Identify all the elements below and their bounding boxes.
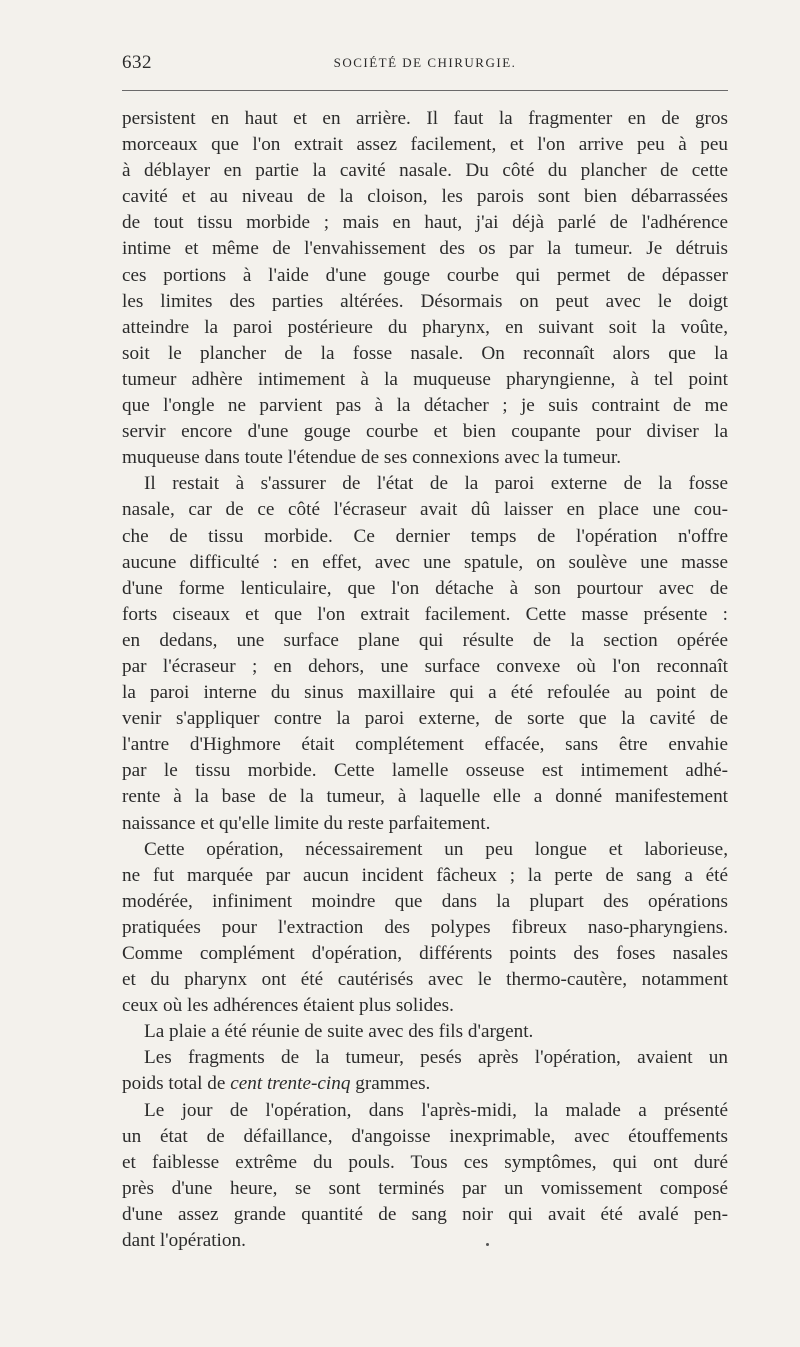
text-body [122, 106, 728, 1254]
italic-text-run: cent trente-cinq [230, 1073, 351, 1095]
text-line: nasale, car de ce côté l'écraseur avait dû laisser en place une cou- [122, 499, 728, 521]
text-line: un état de défaillance, d'angoisse inexprimable, avec étouffements [122, 1125, 728, 1147]
text-line: Les fragments de la tumeur, pesés après l'opération, avaient un [144, 1047, 728, 1069]
text-line: modérée, infiniment moindre que dans la plupart des opérations [122, 890, 728, 912]
text-line: ces portions à l'aide d'une gouge courbe qui permet de dépasser [122, 264, 728, 286]
text-line: venir s'appliquer contre la paroi externe, de sorte que la cavité de [122, 708, 728, 730]
text-line: d'une assez grande quantité de sang noir qui avait été avalé pen- [122, 1203, 728, 1225]
text-line: naissance et qu'elle limite du reste parfaitement. [122, 812, 491, 834]
text-line: les limites des parties altérées. Désormais on peut avec le doigt [122, 290, 728, 312]
text-line: soit le plancher de la fosse nasale. On reconnaît alors que la [122, 342, 728, 364]
text-line: Il restait à s'assurer de l'état de la paroi externe de la fosse [144, 473, 728, 495]
text-line [122, 1071, 728, 1097]
text-line: persistent en haut et en arrière. Il faut la fragmenter en de gros [122, 108, 728, 129]
text-line: en dedans, une surface plane qui résulte de la section opérée [122, 629, 728, 651]
page-header [122, 52, 728, 80]
text-line: près d'une heure, se sont terminés par un vomissement composé [122, 1177, 728, 1199]
text-line: la paroi interne du sinus maxillaire qui a été refoulée au point de [122, 682, 728, 704]
stray-print-mark [486, 1243, 489, 1246]
text-line: tumeur adhère intimement à la muqueuse pharyngienne, à tel point [122, 368, 728, 390]
text-line: forts ciseaux et que l'on extrait facilement. Cette masse présente : [122, 603, 728, 625]
text-line: aucune difficulté : en effet, avec une spatule, on soulève une masse [122, 551, 728, 573]
text-line: et faiblesse extrême du pouls. Tous ces symptômes, qui ont duré [122, 1151, 728, 1173]
text-line: et du pharynx ont été cautérisés avec le thermo-cautère, notamment [122, 969, 728, 991]
text-line: l'antre d'Highmore était complétement effacée, sans être envahie [122, 734, 728, 756]
header-rule [122, 90, 728, 91]
text-line: Cette opération, nécessairement un peu longue et laborieuse, [144, 838, 728, 860]
text-line: atteindre la paroi postérieure du pharynx, en suivant soit la voûte, [122, 316, 728, 338]
page-number: 632 [122, 52, 152, 73]
text-line: rente à la base de la tumeur, à laquelle elle a donné manifestement [122, 786, 728, 808]
text-line: que l'ongle ne parvient pas à la détacher ; je suis contraint de me [122, 395, 728, 417]
text-line: dant l'opération. [122, 1230, 246, 1252]
text-line: morceaux que l'on extrait assez facilement, et l'on arrive peu à peu [122, 134, 728, 156]
text-line: che de tissu morbide. Ce dernier temps de l'opération n'offre [122, 525, 728, 547]
text-line: cavité et au niveau de la cloison, les parois sont bien débarrassées [122, 186, 728, 208]
text-line: intime et même de l'envahissement des os par la tumeur. Je détruis [122, 238, 728, 260]
text-line: La plaie a été réunie de suite avec des fils d'argent. [144, 1021, 534, 1043]
text-line: muqueuse dans toute l'étendue de ses connexions avec la tumeur. [122, 447, 621, 469]
text-line: d'une forme lenticulaire, que l'on détache à son pourtour avec de [122, 577, 728, 599]
text-line: Comme complément d'opération, différents points des foses nasales [122, 943, 728, 964]
text-run: grammes. [355, 1073, 431, 1095]
running-head: SOCIÉTÉ DE CHIRURGIE. [333, 55, 517, 70]
text-line: pratiquées pour l'extraction des polypes fibreux naso-pharyngiens. [122, 916, 728, 938]
text-line: de tout tissu morbide ; mais en haut, j'ai déjà parlé de l'adhérence [122, 212, 728, 234]
text-line: par l'écraseur ; en dehors, une surface convexe où l'on reconnaît [122, 655, 728, 677]
text-line: à déblayer en partie la cavité nasale. Du côté du plancher de cette [122, 160, 728, 182]
text-line: ne fut marquée par aucun incident fâcheux ; la perte de sang a été [122, 864, 728, 886]
text-line: par le tissu morbide. Cette lamelle osseuse est intimement adhé- [122, 760, 728, 782]
text-line: ceux où les adhérences étaient plus solides. [122, 995, 454, 1017]
text-line: servir encore d'une gouge courbe et bien coupante pour diviser la [122, 421, 728, 443]
text-line: Le jour de l'opération, dans l'après-midi, la malade a présenté [144, 1099, 728, 1121]
text-run: poids total de [122, 1073, 226, 1095]
